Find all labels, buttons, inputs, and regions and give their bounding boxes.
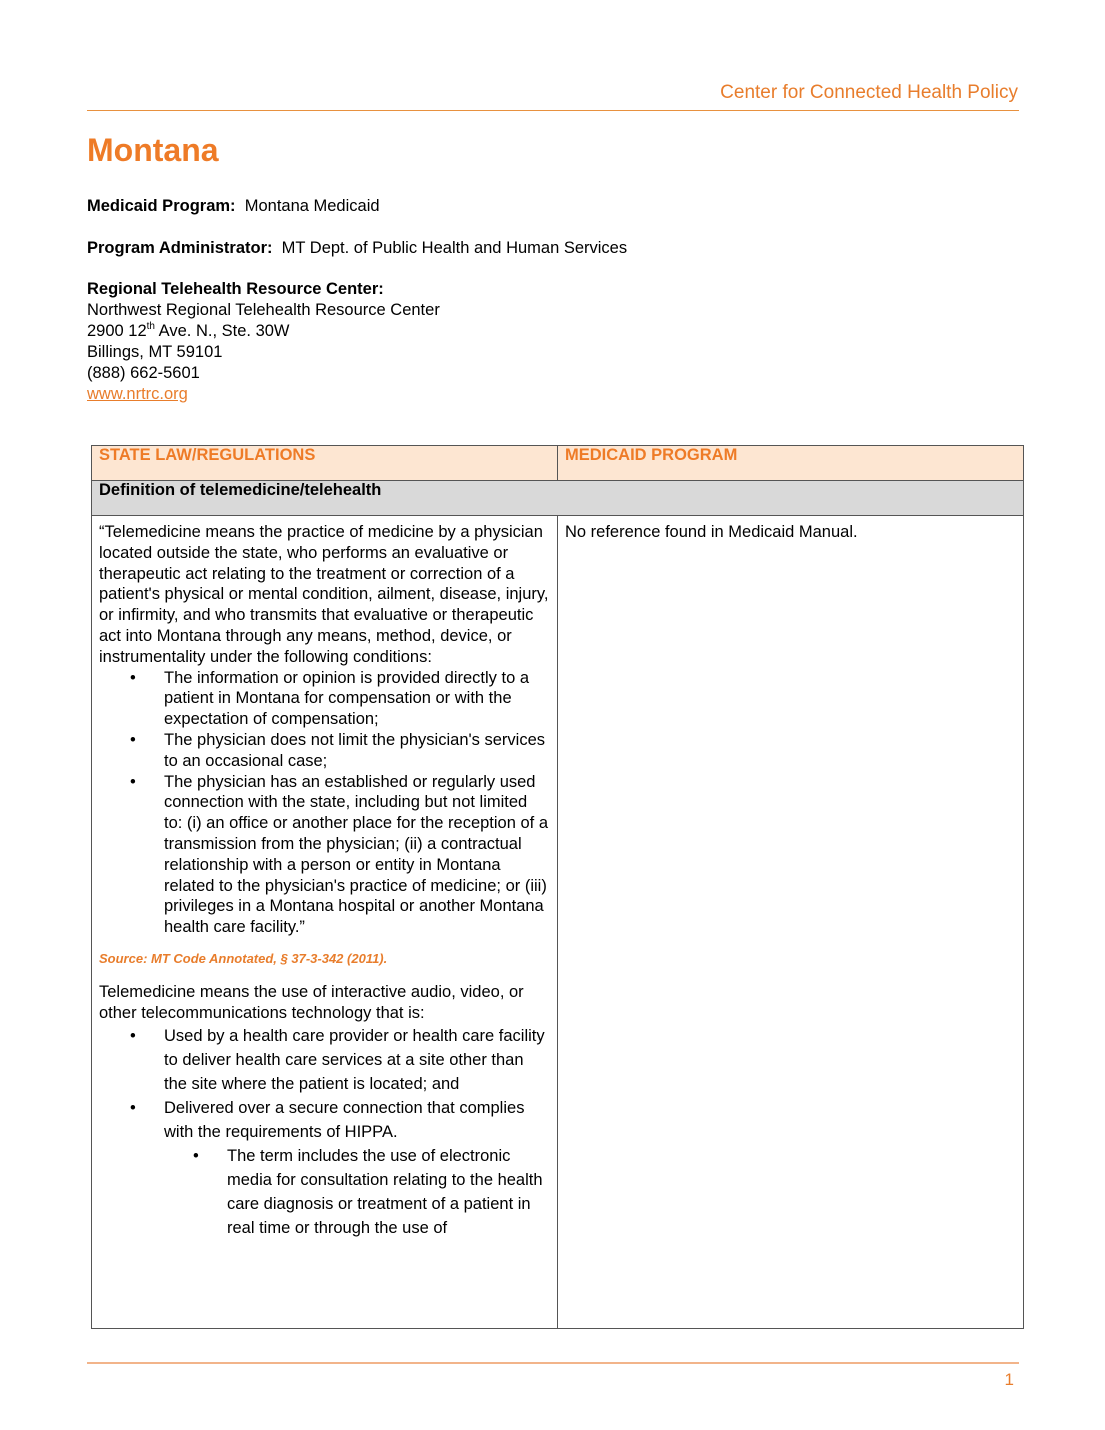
nested-list bbox=[99, 1144, 550, 1240]
list-item: • The term includes the use of electronic media for consultation relating to the health care diagnosis or treatment of a patient in real time or through the use of bbox=[99, 1144, 550, 1240]
definition-intro: “Telemedicine means the practice of medicine by a physician located outside the state, who performs an evaluative or therapeutic act relating to the treatment or correction of a patient's physical or mental condition, ailment, disease, injury, or infirmity, and who transmits that evaluative or therapeutic act into Montana through any means, method, device, or instrumentality under the following conditions: bbox=[99, 523, 549, 666]
page-number: 1 bbox=[1004, 1370, 1014, 1389]
conditions-list bbox=[99, 668, 550, 938]
list-item: • The information or opinion is provided directly to a patient in Montana for compensation or with the expectation of compensation; bbox=[99, 668, 550, 730]
medicaid-program-value: Montana Medicaid bbox=[244, 197, 380, 215]
rtrc-website-link[interactable]: www.nrtrc.org bbox=[87, 385, 188, 403]
list-item: • Delivered over a secure connection that complies with the requirements of HIPPA. bbox=[99, 1096, 550, 1144]
medicaid-program-line bbox=[87, 196, 380, 217]
second-definition-intro: Telemedicine means the use of interactive audio, video, or other telecommunications technology that is: bbox=[99, 982, 524, 1022]
rtrc-phone: (888) 662-5601 bbox=[87, 364, 200, 382]
list-item: • Used by a health care provider or health care facility to deliver health care services at a site other than the site where the patient is located; and bbox=[99, 1024, 550, 1096]
state-law-cell bbox=[92, 516, 558, 1329]
list-item: • The physician does not limit the physician's services to an occasional case; bbox=[99, 730, 550, 772]
second-definition-list bbox=[99, 1024, 550, 1144]
footer-divider bbox=[87, 1362, 1019, 1364]
section-title: Definition of telemedicine/telehealth bbox=[92, 481, 1024, 516]
medicaid-program-label: Medicaid Program: bbox=[87, 197, 236, 215]
rtrc-name: Northwest Regional Telehealth Resource Center bbox=[87, 301, 440, 319]
list-item: • The physician has an established or regularly used connection with the state, including but not limited to: (i) an office or another place for the reception of a transmission from the physician; (ii) a contractual relationship with a person or entity in Montana related to the physician's practice of medicine; or (iii) privileges in a Montana hospital or another Montana health care facility.” bbox=[99, 772, 550, 938]
section-row bbox=[92, 481, 1024, 516]
administrator-line bbox=[87, 238, 627, 259]
rtrc-address: 2900 12th Ave. N., Ste. 30W bbox=[87, 321, 290, 340]
source-citation: Source: MT Code Annotated, § 37-3-342 (2011). bbox=[99, 950, 388, 966]
table-row bbox=[92, 516, 1024, 1329]
table-header-row bbox=[92, 446, 1024, 481]
header-organization: Center for Connected Health Policy bbox=[720, 82, 1018, 103]
rtrc-block bbox=[87, 279, 440, 405]
administrator-label: Program Administrator: bbox=[87, 239, 273, 257]
rtrc-city: Billings, MT 59101 bbox=[87, 343, 223, 361]
rtrc-label: Regional Telehealth Resource Center: bbox=[87, 280, 384, 298]
administrator-value: MT Dept. of Public Health and Human Services bbox=[281, 239, 628, 257]
column-header-medicaid: MEDICAID PROGRAM bbox=[558, 446, 1024, 481]
medicaid-cell: No reference found in Medicaid Manual. bbox=[558, 516, 1024, 1329]
header-divider bbox=[87, 110, 1019, 111]
column-header-state-law: STATE LAW/REGULATIONS bbox=[92, 446, 558, 481]
telehealth-policy-table bbox=[91, 445, 1024, 1329]
page-title: Montana bbox=[87, 132, 219, 168]
